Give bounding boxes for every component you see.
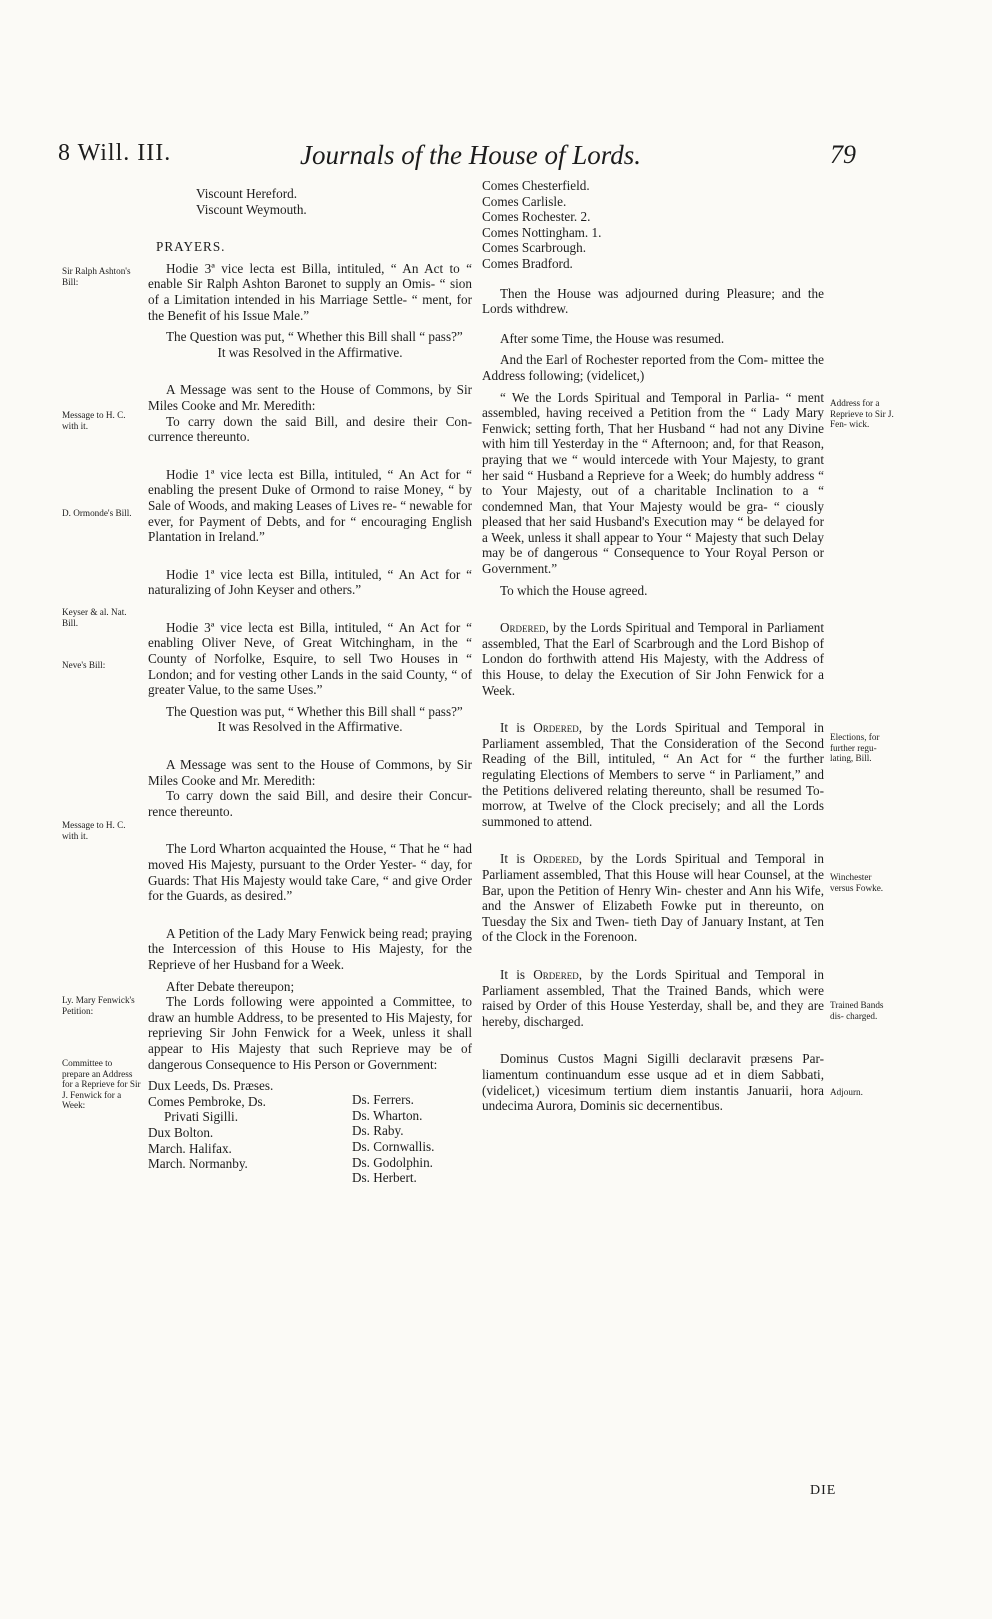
margin-note-elections-bill: Elections, for further regu- lating, Bill.	[830, 732, 880, 763]
margin-note-message-2: Message to H. C. with it.	[62, 820, 126, 841]
ordered-text: by the Lords Spiritual and Temporal in Parliament assembled, That this House will hear Counsel, at the Bar, upon the Petition of Henry Win- chester and Ann his Wife, and the Answer of Elizabeth Fowke put in thereunto, on Tuesday the Six and Twen- tieth Day of January Instant, at Ten of the Clock in the Forenoon.	[482, 851, 825, 945]
fenwick-petition: A Petition of the Lady Mary Fenwick being read; praying the Intercession of this House to His Majesty, for the Reprieve of her Husband for a Week.	[148, 925, 472, 972]
lord-name: Dux Leeds, Ds. Præses.	[148, 1078, 274, 1094]
margin-note-ormonde: D. Ormonde's Bill.	[62, 508, 132, 518]
committee-lords-list	[148, 1078, 472, 1186]
lord-name: Ds. Herbert.	[352, 1170, 417, 1186]
lord-name: Privati Sigilli.	[164, 1109, 239, 1125]
margin-note-neve: Neve's Bill:	[62, 660, 106, 670]
lord-name: March. Normanby.	[148, 1156, 248, 1172]
comes-name: Comes Scarbrough.	[482, 240, 587, 256]
lord-name: Ds. Raby.	[352, 1123, 404, 1139]
committee-appointed: The Lords following were appointed a Committee, to draw an humble Address, to be presented to His Majesty, for reprieving Sir John Fenwick for a Week, unless it shall appear to His Majesty that such Reprieve may be of dangerous Consequence to His Person or Government:	[148, 994, 472, 1072]
adjournment-latin: Dominus Custos Magni Sigilli declaravit præsens Par- liamentum continuandum esse usque ad et in diem Sabbati, (videlicet,) vicesimum tertium diem instantis Januarii, hora undecima Aurora, Dominis sic decernentibus.	[482, 1051, 824, 1114]
header-regnal-year: 8 Will. III.	[58, 140, 172, 166]
lord-name: Ds. Cornwallis.	[352, 1138, 435, 1154]
ordered-lead: Ordered,	[533, 720, 583, 736]
lord-name: Ds. Godolphin.	[352, 1154, 433, 1170]
wharton-guards: The Lord Wharton acquainted the House, “ That he “ had moved His Majesty, pursuant to the Order Yester- “ day, for Guards: That His Majesty would take Care, “ and give Order for the Guards, as desired.”	[148, 841, 472, 904]
comes-name: Comes Nottingham. 1.	[482, 224, 602, 240]
lord-name: Ds. Ferrers.	[352, 1092, 414, 1108]
it-is: It is	[500, 720, 526, 736]
comes-name: Comes Carlisle.	[482, 193, 567, 209]
ashton-bill-reading: Hodie 3ª vice lecta est Billa, intituled, “ An Act to “ enable Sir Ralph Ashton Baronet to supply an Omis- “ sion of a Limitation intended in his Marriage Settle- “ ment, for the Benefit of his Issue Male.”	[148, 260, 472, 323]
ordered-lead: Ordered,	[533, 966, 583, 982]
house-resumed: After some Time, the House was resumed.	[500, 330, 725, 346]
prayers-heading: PRAYERS.	[156, 239, 226, 255]
rochester-report: And the Earl of Rochester reported from the Com- mittee the Address following; (videlicet,)	[482, 352, 824, 383]
neve-resolved: It was Resolved in the Affirmative.	[217, 719, 403, 735]
ordered-lead: Ordered,	[500, 620, 549, 636]
viscount-1: Viscount Hereford.	[196, 186, 298, 201]
message-commons-2: A Message was sent to the House of Commons, by Sir Miles Cooke and Mr. Meredith:	[148, 757, 472, 788]
margin-note-ashton: Sir Ralph Ashton's Bill:	[62, 266, 131, 287]
margin-note-keyser: Keyser & al. Nat. Bill.	[62, 607, 127, 628]
viscount-2: Viscount Weymouth.	[196, 201, 307, 217]
margin-note-fenwick-petition: Ly. Mary Fenwick's Petition:	[62, 995, 135, 1016]
order-attend-majesty	[482, 620, 824, 698]
comes-name: Comes Rochester. 2.	[482, 209, 591, 225]
header-title: Journals of the House of Lords.	[300, 140, 642, 170]
it-is: It is	[500, 851, 526, 867]
it-is: It is	[500, 966, 526, 982]
margin-note-committee: Committee to prepare an Address for a Reprieve for Sir J. Fenwick for a Week:	[62, 1058, 141, 1110]
lord-name: Comes Pembroke, Ds.	[148, 1093, 266, 1109]
margin-note-winchester: Winchester versus Fowke.	[830, 872, 884, 893]
comes-name: Comes Chesterfield.	[482, 178, 590, 193]
ashton-question: The Question was put, “ Whether this Bill shall “ pass?”	[166, 329, 463, 345]
order-elections-bill	[482, 720, 824, 829]
neve-question: The Question was put, “ Whether this Bill shall “ pass?”	[166, 703, 463, 719]
comes-name: Comes Bradford.	[482, 255, 573, 271]
order-trained-bands	[482, 967, 824, 1029]
ashton-resolved: It was Resolved in the Affirmative.	[217, 344, 403, 360]
lord-name: Dux Bolton.	[148, 1124, 214, 1140]
margin-note-adjourn: Adjourn.	[830, 1087, 863, 1097]
house-agreed: To which the House agreed.	[500, 582, 648, 598]
ordered-text: by the Lords Spiritual and Temporal in Parliament assembled, That the Trained Bands, which were raised by Order of this House Yesterday, shall be, and they are hereby, discharged.	[482, 966, 825, 1029]
ordered-text: by the Lords Spiritual and Temporal in Parliament assembled, That the Consideration of the Second Reading of the Bill, intituled, “ An Act for “ the further regulating Elections of Members to serve “ in Parliament,” and the Petitions delivered relating thereunto, shall be resumed To-morrow, at Twelve of the Clock precisely; and all the Lords summoned to attend.	[482, 720, 825, 829]
page-number: 79	[830, 140, 856, 169]
right-column	[482, 178, 825, 1114]
order-winchester-counsel	[482, 851, 824, 945]
catchword: DIE	[810, 1483, 837, 1498]
address-text: “ We the Lords Spiritual and Temporal in Parlia- “ ment assembled, having received a Petition from the “ Lady Mary Fenwick; setting forth, That her Husband “ had not any Divine with him till Yesterday in the “ Afternoon; and, for that Reason, praying that we “ would intercede with Your Majesty, to grant her said “ Husband a Reprieve for a Week; do humbly address “ to Your Majesty, out of a charitable Inclination to a “ condemned Man, that Your Majesty would be gra- “ ciously pleased that her said Husband's Execution may “ be delayed for a Week, unless it shall appear to Your “ Majesty that such Delay may be of dangerous “ Consequence to Your Royal Person or Government.”	[482, 389, 824, 577]
margin-note-message-1: Message to H. C. with it.	[62, 410, 126, 431]
lord-name: March. Halifax.	[148, 1140, 232, 1156]
margin-note-address-reprieve: Address for a Reprieve to Sir J. Fen- wick.	[830, 398, 894, 429]
left-column	[148, 186, 472, 1186]
neve-bill-reading: Hodie 3ª vice lecta est Billa, intituled, “ An Act for “ enabling Oliver Neve, of Great Witchingham, in the “ County of Norfolke, Esquire, to sell Two Houses in “ London; and for vesting other Lands in the said County, “ of greater Value, to the same Uses.”	[148, 619, 472, 698]
lord-name: Ds. Wharton.	[352, 1107, 423, 1123]
ordered-lead: Ordered,	[533, 851, 583, 867]
after-debate: After Debate thereupon;	[166, 978, 295, 994]
house-adjourned-pleasure: Then the House was adjourned during Pleasure; and the Lords withdrew.	[482, 285, 824, 317]
message-commons-1: A Message was sent to the House of Commons, by Sir Miles Cooke and Mr. Meredith:	[148, 382, 472, 413]
message-commons-2b: To carry down the said Bill, and desire their Concur- rence thereunto.	[148, 788, 472, 819]
ormonde-bill-reading: Hodie 1ª vice lecta est Billa, intituled, “ An Act for “ enabling the present Duke of Ormond to raise Money, “ by Sale of Woods, and making Leases of Lives re- “ newable for ever, for Payment of Debts, and for “ encouraging English Plantation in Ireland.”	[148, 466, 472, 545]
ordered-text: by the Lords Spiritual and Temporal in Parliament assembled, That the Earl of Scarbrough and the Lord Bishop of London do forthwith attend His Majesty, with the Address of this House, to delay the Execution of Sir John Fenwick for a Week.	[482, 620, 824, 698]
keyser-bill-reading: Hodie 1ª vice lecta est Billa, intituled, “ An Act for “ naturalizing of John Keyser and others.”	[148, 566, 472, 598]
message-commons-1b: To carry down the said Bill, and desire their Con- currence thereunto.	[148, 413, 472, 445]
margin-note-trained-bands: Trained Bands dis- charged.	[830, 1000, 884, 1021]
